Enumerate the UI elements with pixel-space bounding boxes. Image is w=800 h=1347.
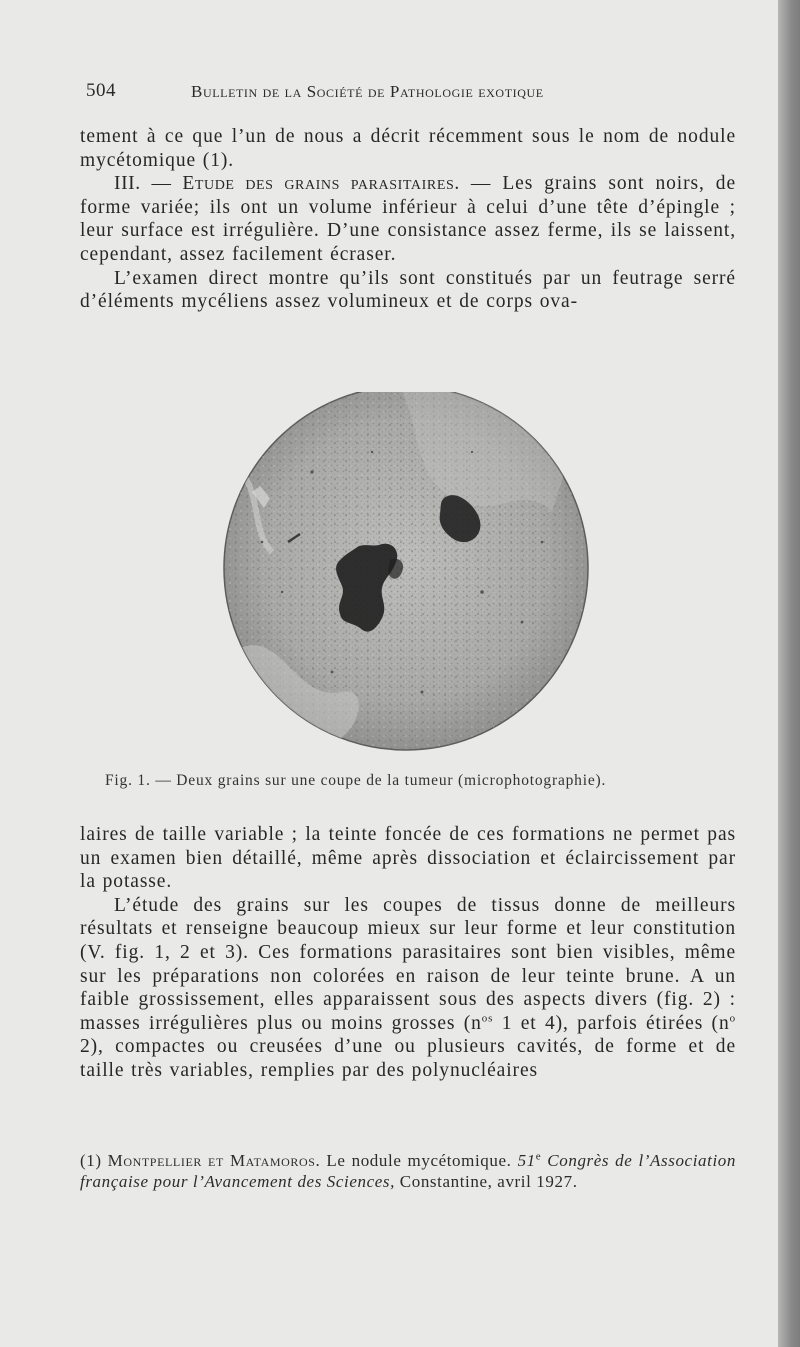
figure-micrograph — [222, 392, 590, 752]
superscript: os — [481, 1012, 494, 1025]
paragraph: tement à ce que l’un de nous a décrit récemment sous le nom de nodule mycétomique (1). — [80, 126, 736, 171]
figure-caption: Fig. 1. — Deux grains sur une coupe de la tumeur (microphotographie). — [105, 772, 607, 789]
superscript: o — [729, 1012, 736, 1025]
paragraph-text: L’étude des grains sur les coupes de tissus donne de meilleurs résultats et renseigne beaucoup mieux sur leur forme et leur constitution (V. fig. 1, 2 et 3). Ces formations parasitaires sont bien visibles, même sur les préparations non colorées en raison de leur teinte brune. A un faible grossissement, elles apparaissent sous des aspects divers (fig. 2) : masses irrégulières plus ou moins grosses (n — [80, 894, 736, 1034]
body-text-top — [80, 125, 736, 314]
footnote-congress-number: 51 — [517, 1151, 536, 1170]
micrograph-image — [222, 392, 590, 752]
footnote-congress-name: Congrès de l’Association française pour l’Avancement des Sciences, — [80, 1151, 736, 1191]
footnote-title: Le nodule mycétomique. — [320, 1151, 518, 1170]
section-heading: III. — Etude des grains parasitaires. — [114, 173, 460, 195]
paragraph-text: 1 et 4), parfois étirées (n — [493, 1012, 730, 1034]
page-number: 504 — [86, 80, 116, 101]
paragraph — [80, 894, 736, 1083]
paragraph-section-iii — [80, 172, 736, 266]
footnote-text — [80, 1150, 736, 1192]
footnote-authors: Montpellier et Matamoros. — [107, 1151, 321, 1170]
superscript: e — [535, 1150, 542, 1163]
footnote — [80, 1150, 736, 1192]
paragraph-text: 2), compactes ou creusées d’une ou plusieurs cavités, de forme et de taille très variables, remplies par des polynucléaires — [80, 1036, 736, 1081]
paragraph: L’examen direct montre qu’ils sont constitués par un feutrage serré d’éléments mycéliens assez volumineux et de corps ova- — [80, 267, 736, 313]
footnote-marker: (1) — [80, 1151, 102, 1170]
page-edge-shadow — [778, 0, 800, 1347]
paragraph: laires de taille variable ; la teinte foncée de ces formations ne permet pas un examen bien détaillé, même après dissociation et éclaircissement par la potasse. — [80, 824, 736, 893]
running-title: Bulletin de la Société de Pathologie exotique — [191, 82, 544, 101]
page-header — [86, 80, 746, 110]
paragraph-text: — Les grains sont noirs, de forme variée; ils ont un volume inférieur à celui d’une tête d’épingle ; leur surface est irrégulière. D’une consistance assez ferme, ils se laissent, cependant, assez facilement écraser. — [80, 173, 737, 265]
footnote-place-date: Constantine, avril 1927. — [394, 1172, 578, 1191]
body-text-bottom — [80, 823, 736, 1083]
